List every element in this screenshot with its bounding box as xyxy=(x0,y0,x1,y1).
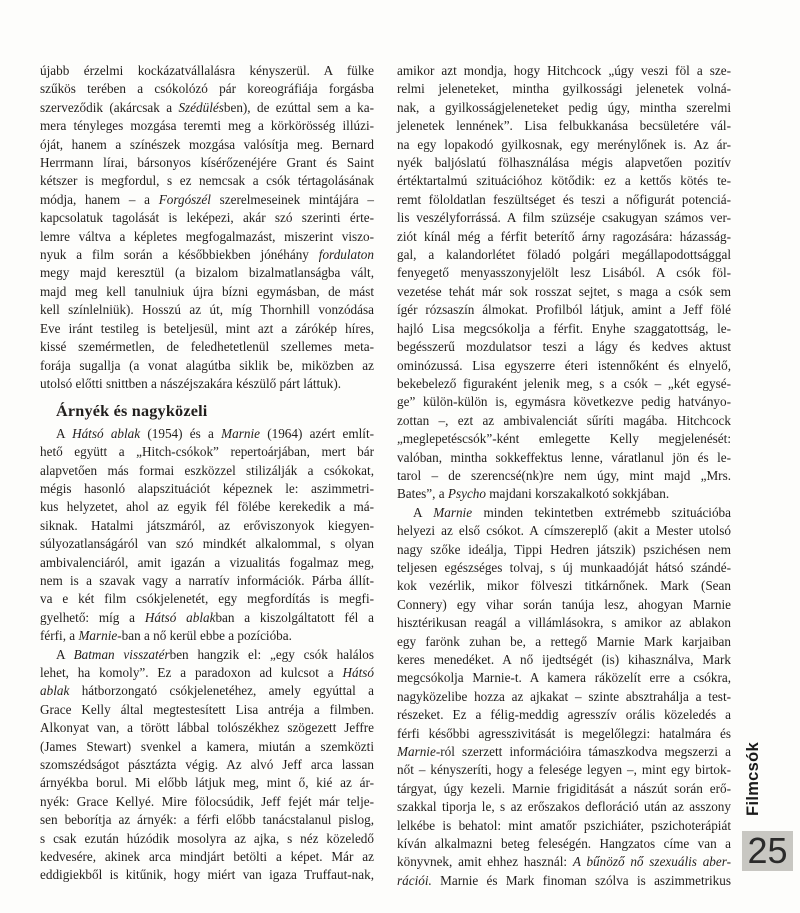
paragraph xyxy=(40,62,374,393)
text-columns xyxy=(40,62,731,890)
text-line: súlyozatlanságáról van szó mindkét alkalommal, s olyan xyxy=(40,536,374,552)
text-line: begésszerű mozdulatsor teszi a lágy és kedves aktust xyxy=(397,339,731,355)
text-line: Grace Kelly által megtestesített Lisa antréja a filmben. xyxy=(40,701,374,717)
page-number: 25 xyxy=(747,830,788,871)
text-line: ablak hátborzongató csókjelenetéhez, amely egyúttal a xyxy=(40,683,374,699)
text-line: A Batman visszatérben hangzik el: „egy csók halálos xyxy=(56,646,374,662)
text-line: óját, hanem a színészek mozgása valósítja meg. Bernard xyxy=(40,136,374,152)
text-line: A Hátsó ablak (1954) és a Marnie (1964) azért említ- xyxy=(56,425,374,441)
text-line: hisztérikusan reagál a villámlásokra, s amikor az ablakon xyxy=(397,615,731,631)
text-line: nagyközelibe hozza az ajkakat – szinte absztrahálja a test- xyxy=(397,688,731,704)
text-line: értéktartalmú szituációhoz kötődik: ez a kettős kötés te- xyxy=(397,173,731,189)
text-line: lis veszélyforrássá. A film szüzséje csakugyan számos ver- xyxy=(397,210,731,226)
text-line: forája sugallja (a vonat alagútba siklik be, miközben az xyxy=(40,357,374,373)
right-column xyxy=(397,62,731,890)
text-line: amikor azt mondja, hogy Hitchcock „úgy veszi föl a sze- xyxy=(397,63,731,78)
text-line: va e két film csókjelenetét, egy megfordítás is megfi- xyxy=(40,591,374,607)
text-line: (James Stewart) svenkel a kamera, miután a szemközti xyxy=(40,738,374,754)
text-line: nyék: Grace Kellyé. Mire fölocsúdik, Jeff fejét már telje- xyxy=(40,793,374,809)
text-line: férfi, a Marnie-ban a nő kerül ebbe a pozícióba. xyxy=(40,628,292,644)
text-line: kedvesére, akinek arca mindjárt betölti a képet. Már az xyxy=(40,849,374,865)
text-line: lehet, ha komoly”. Ez a paradoxon ad kulcsot a Hátsó xyxy=(40,665,374,680)
paragraph xyxy=(40,646,374,885)
text-line: szakkal tiporja le, s az erőszakos defloráció után az asszony xyxy=(397,799,731,815)
paragraph xyxy=(397,504,731,891)
text-line: A Marnie minden tekintetben extrémebb szituációba xyxy=(413,504,731,520)
text-line: relmi jeleneteket, mintha gyilkossági jelenetek volná- xyxy=(397,81,731,97)
text-line: na egy lopakodó gyilkosnak, egy merénylőnek is. Az ár- xyxy=(397,136,731,152)
text-line: tárgyat, úgy kezeli. Marnie frigiditását a nászút során erő- xyxy=(397,780,731,796)
text-line: Herrmann lírai, bársonyos kísérőzenéjére Grant és Saint xyxy=(40,155,374,171)
text-line: férfi későbbi agresszivitását is megelőlegzi: hatalmára és xyxy=(397,725,731,741)
text-line: hető együtt a „Hitch-csókok” repertoárjában, mert bár xyxy=(40,444,374,460)
text-line: kok vezérlik, mikor fölveszi titkárnőnek. Mark (Sean xyxy=(397,578,731,594)
text-line: szerveződik (akárcsak a Szédülésben), de ezúttal sem a ka- xyxy=(40,99,374,115)
text-line: árnyékba borul. Mi előbb látjuk meg, mint ő, kié az ár- xyxy=(40,775,374,791)
text-line: részeket. Ez a félig-meddig agresszív orális közeledés a xyxy=(397,707,731,723)
text-line: mégis hasonló alapszituációt képeznek le: aszimmetri- xyxy=(40,480,374,496)
text-line: jelenetek lennének”. Lisa felbukkanása becsületére vál- xyxy=(397,118,731,134)
section-heading: Árnyék és nagyközeli xyxy=(56,402,208,421)
text-line: helyezi az első csókot. A címszereplő (akit a Mester utolsó xyxy=(397,523,731,539)
text-line: utolsó előtti snittben a nászéjszakára készülő párt láttuk). xyxy=(40,375,342,391)
text-line: remt föloldatlan feszültséget és teszi a nőfigurát potenciá- xyxy=(397,191,731,207)
text-line: Connery) egy vihar során tanúja lesz, ahogyan Marnie xyxy=(397,596,731,612)
text-line: nem is a szavak vagy a narratív információk. Párba állít- xyxy=(40,572,374,588)
text-line: szűkös terében a csókolózó pár koreográfiája forgásba xyxy=(40,81,374,97)
text-line: sen beborítja az árnyék: a férfi előbb tanácstalanul pislog, xyxy=(40,812,374,828)
text-line: megy majd keresztül (a bizalom bizalmatlanságba vált, xyxy=(40,265,374,281)
text-line: kissé szemérmetlen, de feledhetetlenül szellemes meta- xyxy=(40,339,374,355)
text-line: Marnie-ról szerzett információira támaszkodva megszerzi a xyxy=(397,744,731,760)
text-line: mera tényleges mozgása teremti meg a körkörösség illúzi- xyxy=(40,118,374,134)
text-line: majd meg kell tanulniuk újra bízni egymásban, de mást xyxy=(40,283,374,299)
text-line: s csak ezután húzódik mosolyra az ajka, s néz közeledő xyxy=(40,830,374,846)
page-number-box xyxy=(742,831,793,871)
text-line: valóban, mintha sokkeffektus lenne, váratlanul jön és le- xyxy=(397,449,731,465)
text-line: könyvnek, amit ehhez használ: A bűnöző nő szexuális aber- xyxy=(397,854,731,870)
text-line: ominózussá. Lisa egyszerre éteri istennőként és elnyelő, xyxy=(397,357,731,373)
text-line: „meglepetéscsók”-ként emlegette Kelly megjelenését: xyxy=(397,431,731,447)
text-line: bekebelező figuraként jelenik meg, s a csók – „két egysé- xyxy=(397,375,731,391)
text-line: szomszédságot pásztázta végig. Az alvó Jeff arca lassan xyxy=(40,757,374,773)
text-line: nyuk a film során a későbbiekben jónéhány fordulaton xyxy=(40,247,374,263)
text-line: alapvetően más formai eszközzel stilizálják a csókokat, xyxy=(40,462,374,478)
text-line: ambivalenciáról, amit igazán a vizualitás fogalmaz meg, xyxy=(40,554,374,570)
text-line: nak, a gyilkosságjeleneteket pedig úgy, mintha szerelmi xyxy=(397,99,731,115)
text-line: nagy szőke ideálja, Tippi Hedren játszik) pszichésen nem xyxy=(397,541,731,557)
text-line: újabb érzelmi kockázatvállalásra kényszerül. A fülke xyxy=(40,63,374,78)
text-line: megcsókolja Marnie-t. A kamera ráközelít erre a csókra, xyxy=(397,670,731,686)
text-line: kus helyzetet, ahol az egyik fél fölébe kerekedik a má- xyxy=(40,499,374,515)
text-line: Eve iránt testileg is beteljesül, mint azt a zárókép híres, xyxy=(40,320,374,336)
text-line: lelkébe is behatol: mint amatőr pszichiáter, pszichoterápiát xyxy=(397,817,731,833)
text-line: hajló Lisa megcsókolja a férfit. Enyhe szaggatottság, le- xyxy=(397,320,731,336)
text-line: eddigiekből is kitűnik, hogy miért van igaza Truffaut-nak, xyxy=(40,867,374,883)
text-line: rációi. Marnie és Mark finoman szólva is aszimmetrikus xyxy=(397,872,731,888)
paragraph xyxy=(40,425,374,646)
text-line: módja, hanem – a Forgószél szerelmeseinek mintájára – xyxy=(40,191,375,207)
text-line: kell színlelniük). Hosszú az út, míg Thornhill vonzódása xyxy=(40,302,374,318)
text-line: ge” külön-külön is, egymásra következve pedig hatványo- xyxy=(397,394,731,410)
text-line: gyelhető: míg a Hátsó ablakban a kiszolgáltatott fél a xyxy=(40,609,374,625)
text-line: fenyegető menyasszonyjelölt lesz Lisából. A csók föl- xyxy=(397,265,731,281)
text-line: lemre váltva a képletes megfogalmazást, miszerint viszo- xyxy=(40,228,374,244)
paragraph xyxy=(397,62,731,504)
text-line: kétszer is megfordul, s ez nemcsak a csók tértagolásának xyxy=(40,173,374,189)
chapter-margin-label: Filmcsók xyxy=(744,742,762,816)
text-line: ígér rózsaszín álmokat. Profilból látjuk, amint a Jeff fölé xyxy=(397,302,731,318)
text-line: nyék baljóslatú fölhasználása mégis alapvetően pozitív xyxy=(397,155,731,171)
text-line: keres menedéket. A nő ijedtségét (is) kihasználva, Mark xyxy=(397,652,731,667)
text-line: kíván alkalmazni beteg feleségén. Hangzatos címe van a xyxy=(397,836,731,852)
text-line: ziót kínál még a férfit beterítő árny ragozására: házasság- xyxy=(397,228,731,244)
text-line: vezetése tehát már sok rosszat sejtet, s maga a csók sem xyxy=(397,283,731,299)
text-line: teljesen egészséges tolvaj, s új munkaadóját hátsó szándé- xyxy=(397,559,731,575)
text-line: tarol – de szerencsé(nk)re nem úgy, mint majd „Mrs. xyxy=(397,467,731,483)
text-line: nőt – kényszeríti, hogy a felesége legyen –, mint egy birtok- xyxy=(397,762,731,778)
text-line: Bates”, a Psycho majdani korszakalkotó sokkjában. xyxy=(397,486,670,502)
text-line: gal, a kalandorlétet föladó polgári megállapodottsággal xyxy=(397,247,731,263)
text-line: Alkonyat van, a törött lábbal tolószékhez szögezett Jeffre xyxy=(40,720,374,736)
left-column xyxy=(40,62,374,890)
text-line: egy farönk zuhan be, a rettegő Marnie Mark karjaiban xyxy=(397,633,731,649)
text-line: kapcsolatuk tagolását is leképezi, akár szó szerinti érte- xyxy=(40,210,374,226)
text-line: zottan –, ezt az ambivalenciát sűríti magába. Hitchcock xyxy=(397,412,731,428)
text-line: siknak. Hatalmi játszmáról, az erőviszonyok kiegyen- xyxy=(40,517,374,533)
